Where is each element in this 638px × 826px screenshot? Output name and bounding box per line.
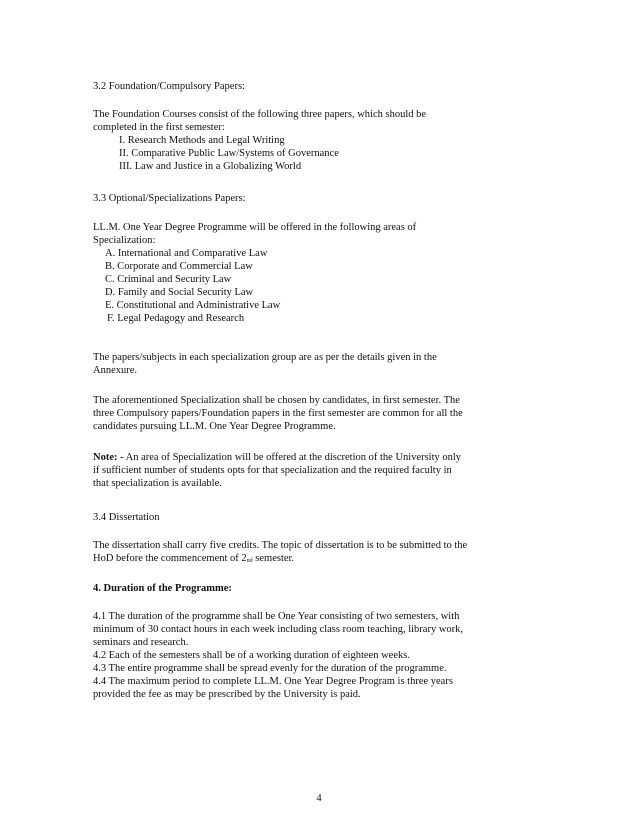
specialization-paragraph: The aforementioned Specialization shall be chosen by candidates, in first semester. The three Compulsory papers/Foundation papers in the first semester are common for all the candidates pursuing LL.M. One Year Degree Programme.	[93, 395, 463, 432]
list-item: C. Criminal and Security Law	[105, 274, 232, 285]
section-4-heading: 4. Duration of the Programme:	[93, 583, 232, 594]
intro-line: LL.M. One Year Degree Programme will be offered in the following areas of	[93, 222, 417, 233]
page-number: 4	[316, 793, 322, 804]
intro-line: The Foundation Courses consist of the following three papers, which should be	[93, 109, 427, 120]
list-item: III. Law and Justice in a Globalizing World	[119, 161, 302, 172]
section-3-2-body	[93, 108, 513, 173]
intro-line: Specialization:	[93, 235, 156, 246]
section-3-3-areas	[93, 221, 513, 325]
duration-paragraph: 4.1 The duration of the programme shall be One Year consisting of two semesters, with minimum of 30 contact hours in each week including class room teaching, library work, seminars and research. 4.2 Each of the semesters shall be of a working duration of eighteen weeks. 4.3 The entire programme shall be spread evenly for the duration of the programme. 4.4 The maximum period to complete LL.M. One Year Degree Program is three years provided the fee as may be prescribed by the University is paid.	[93, 611, 464, 700]
ordinal-suffix: nd	[246, 558, 253, 564]
list-item: I. Research Methods and Legal Writing	[119, 135, 285, 146]
section-3-3-heading: 3.3 Optional/Specializations Papers:	[93, 193, 246, 204]
list-item: F. Legal Pedagogy and Research	[107, 313, 245, 324]
list-item: B. Corporate and Commercial Law	[105, 261, 253, 272]
note-text: An area of Specialization will be offered at the discretion of the University only	[123, 452, 462, 463]
note-paragraph: Note: - An area of Specialization will be offered at the discretion of the University only if sufficient number of students opts for that specialization and the required faculty in that specialization is available.	[93, 452, 462, 489]
note-label: Note: -	[93, 452, 124, 463]
annexure-paragraph: The papers/subjects in each specialization group are as per the details given in the Annexure.	[93, 352, 437, 376]
list-item: II. Comparative Public Law/Systems of Governance	[119, 148, 339, 159]
section-3-4-heading: 3.4 Dissertation	[93, 512, 160, 523]
list-item: E. Constitutional and Administrative Law	[105, 300, 281, 311]
list-item: A. International and Comparative Law	[105, 248, 268, 259]
section-3-2-heading: 3.2 Foundation/Compulsory Papers:	[93, 81, 245, 92]
list-item: D. Family and Social Security Law	[105, 287, 254, 298]
intro-line: completed in the first semester:	[93, 122, 225, 133]
dissertation-paragraph: The dissertation shall carry five credits. The topic of dissertation is to be submitted to the HoD before the commencement of $2_{nd}$ semester.	[93, 540, 468, 564]
